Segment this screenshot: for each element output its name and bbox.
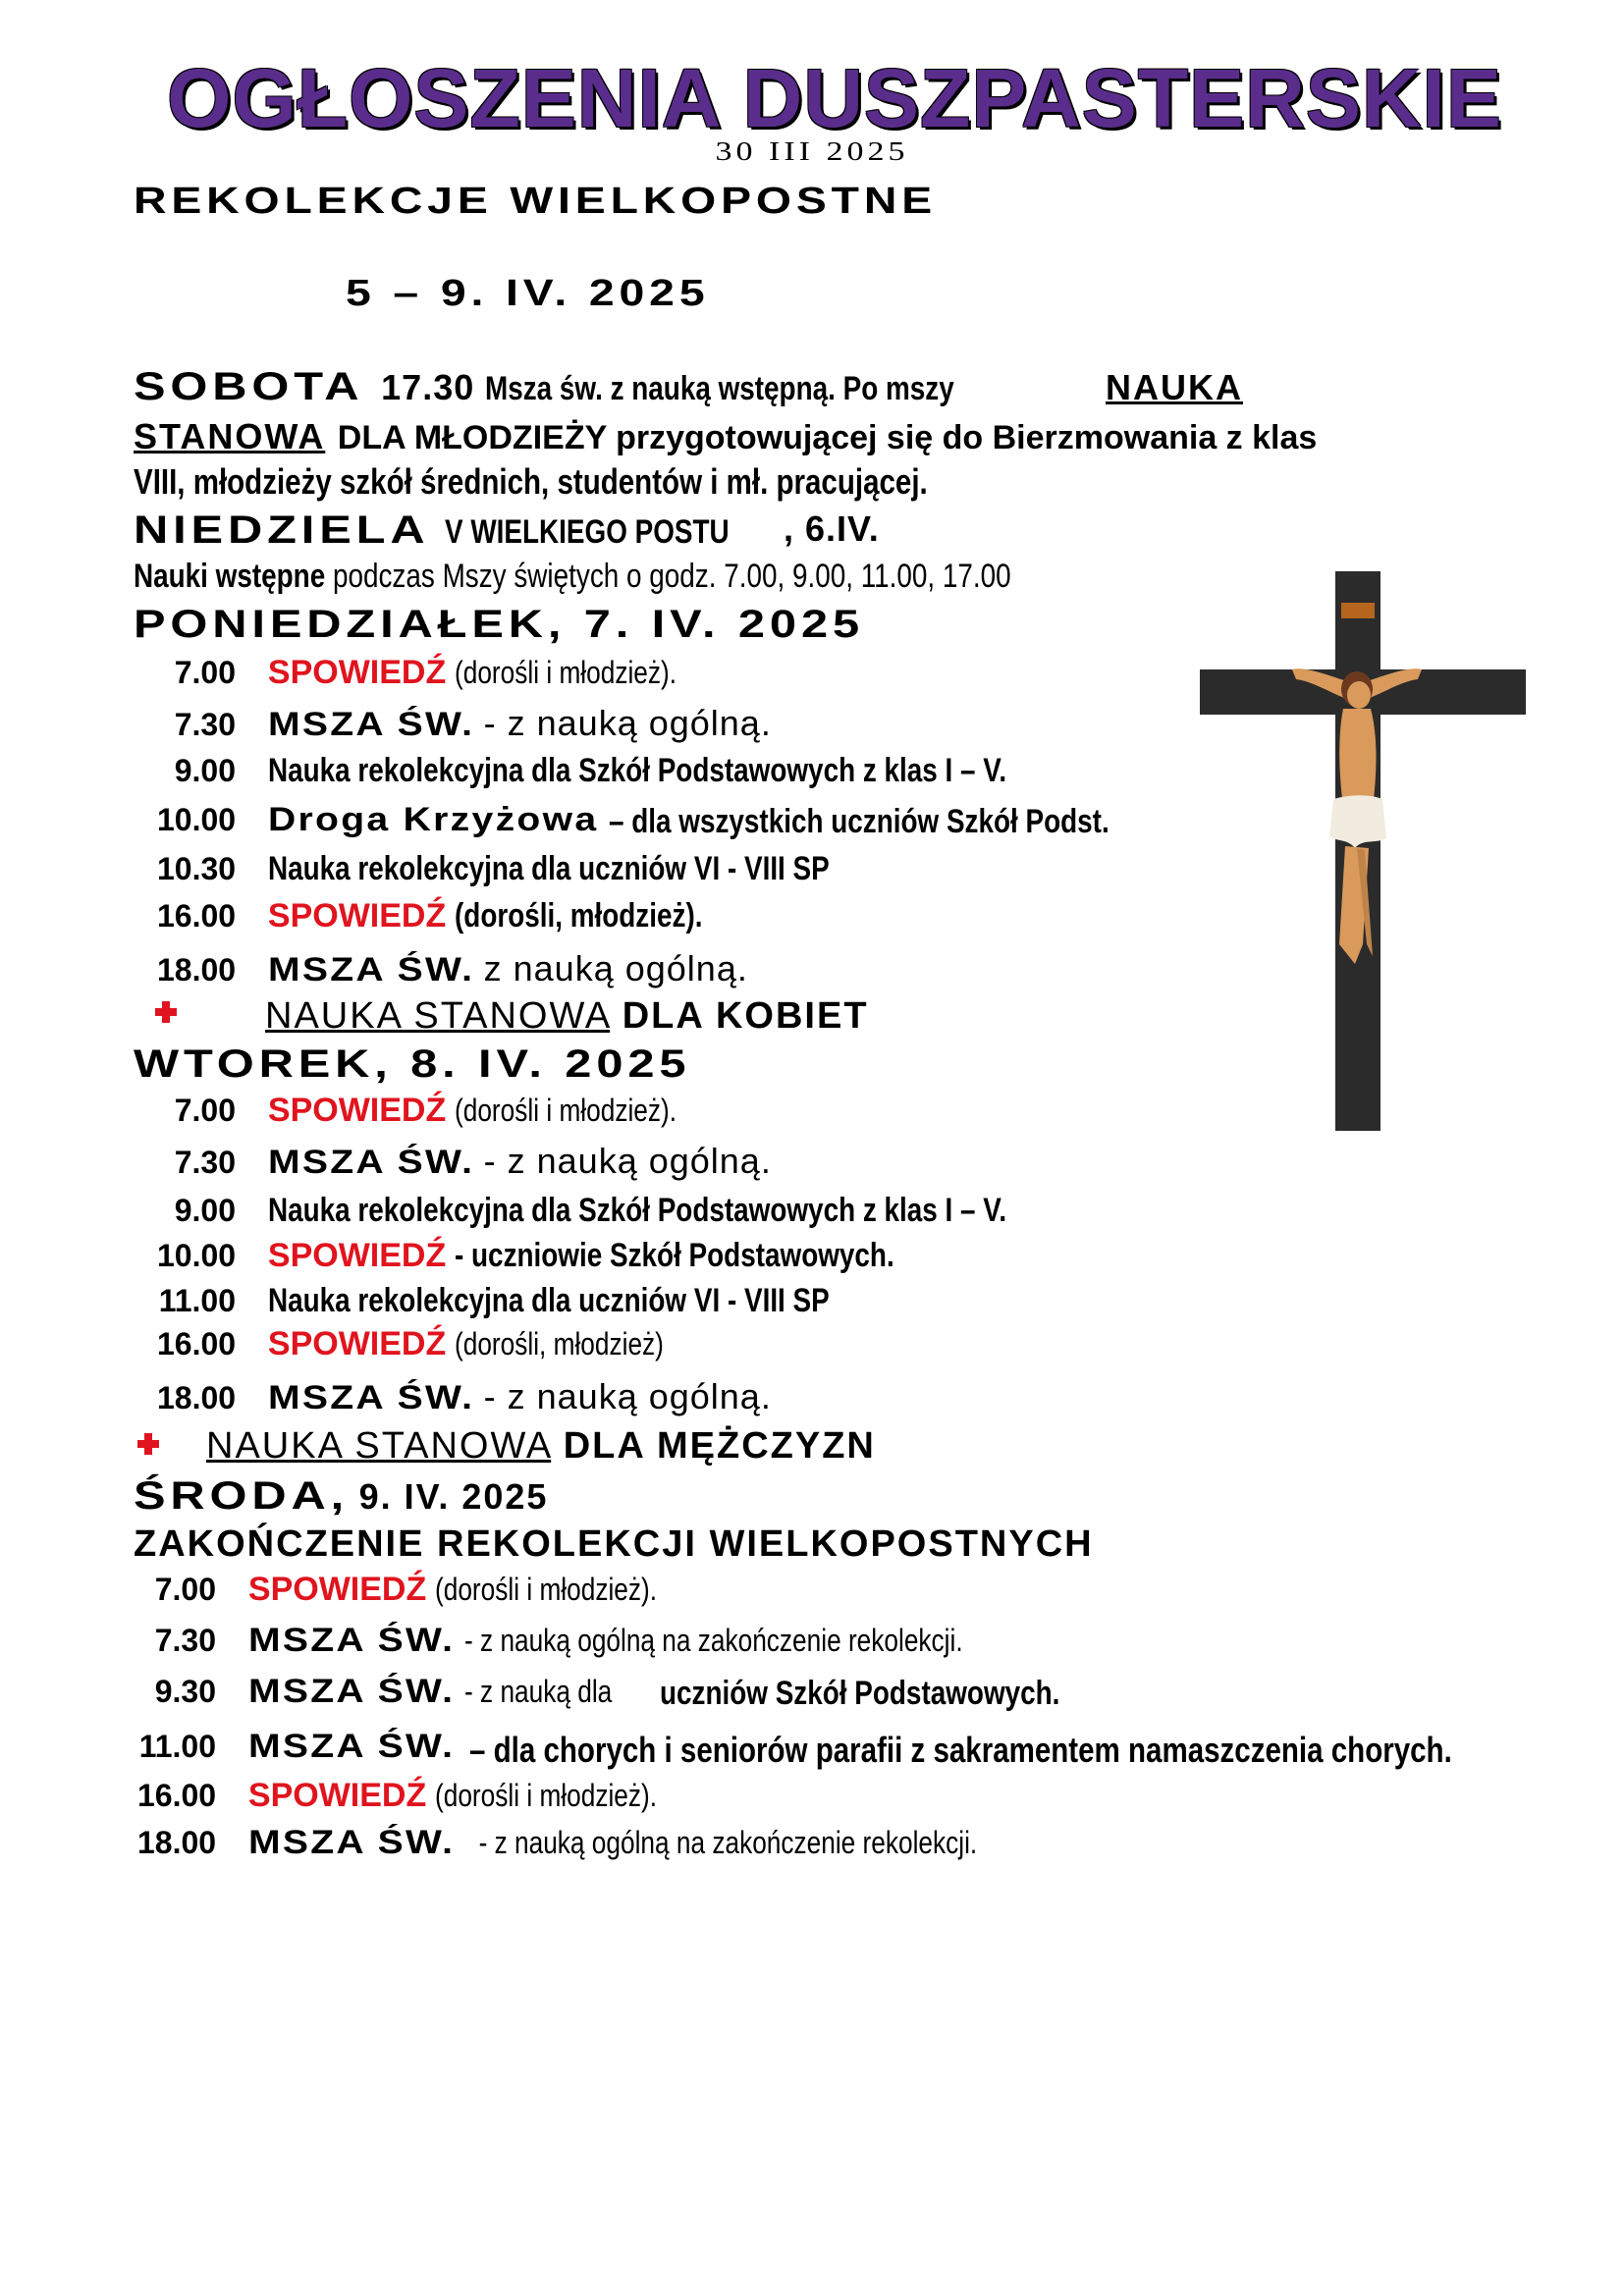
wt-label-1: SPOWIEDŹ <box>267 1092 447 1129</box>
pon-text-4: – dla wszystkich uczniów Szkół Podst. <box>609 803 1110 840</box>
pon-label-1: SPOWIEDŹ <box>267 654 447 691</box>
pon-text-2: - z nauką ogólną. <box>483 703 772 743</box>
sroda-heading: ŚRODA, <box>134 1474 350 1518</box>
sobota-nauka: NAUKA <box>1106 367 1243 407</box>
rekolekcje-dates: 5 – 9. IV. 2025 <box>346 273 710 314</box>
sobota-line-1 <box>134 365 1056 409</box>
nauki-wstepne-label: Nauki wstępne <box>134 558 326 595</box>
sr-label-2: MSZA ŚW. <box>247 1622 456 1659</box>
wt-row-7 <box>157 1376 772 1417</box>
sobota-text-1: Msza św. z nauką wstępną. Po mszy <box>484 370 954 407</box>
sr-row-4 <box>137 1728 456 1766</box>
red-cross-icon <box>153 999 179 1025</box>
sobota-line-2 <box>134 416 1317 457</box>
crucifix-image <box>1200 571 1534 1131</box>
wt-text-7: - z nauką ogólną. <box>483 1376 772 1416</box>
pon-text-7: z nauką ogólną. <box>483 948 748 988</box>
sr-text-1: (dorośli i młodzież). <box>435 1572 658 1607</box>
pon-text-6: (dorośli, młodzież). <box>455 897 703 934</box>
pon-stanowa-for: DLA KOBIET <box>622 995 869 1037</box>
wt-text-6: (dorośli, młodzież) <box>455 1326 665 1362</box>
wt-label-2: MSZA ŚW. <box>267 1144 475 1181</box>
niedziela-date: , 6.IV. <box>784 508 880 549</box>
wtorek-heading: WTOREK, 8. IV. 2025 <box>134 1042 691 1086</box>
wt-stanowa-label: NAUKA STANOWA <box>206 1425 552 1467</box>
pon-stanowa <box>265 995 869 1038</box>
wt-row-2 <box>157 1141 772 1182</box>
sr-time-3: 9.30 <box>154 1674 216 1709</box>
wt-text-4: - uczniowie Szkół Podstawowych. <box>455 1237 894 1274</box>
wt-time-1: 7.00 <box>174 1093 236 1128</box>
sr-row-3 <box>137 1673 644 1711</box>
sr-text-2: - z nauką ogólną na zakończenie rekolekcji. <box>463 1623 963 1658</box>
pon-row-1 <box>157 654 726 692</box>
pon-stanowa-label: NAUKA STANOWA <box>265 995 611 1037</box>
sr-row-2 <box>137 1622 1072 1660</box>
pon-text-1: (dorośli i młodzież). <box>455 655 677 690</box>
pon-label-2: MSZA ŚW. <box>267 706 475 743</box>
niedziela-nauki <box>134 558 1312 596</box>
pon-row-7 <box>157 948 748 989</box>
sr-row-5 <box>137 1777 706 1815</box>
niedziela-text: V WIELKIEGO POSTU <box>445 513 730 551</box>
wt-text-5: Nauka rekolekcyjna dla uczniów VI - VIII SP <box>267 1282 830 1319</box>
poniedzialek-heading: PONIEDZIAŁEK, 7. IV. 2025 <box>134 603 864 646</box>
sr-label-6: MSZA ŚW. <box>247 1824 456 1861</box>
sr-text-3a: - z nauką dla <box>463 1674 612 1709</box>
wt-time-6: 16.00 <box>157 1326 237 1362</box>
sroda-heading-line <box>134 1474 548 1519</box>
sroda-date: 9. IV. 2025 <box>358 1476 549 1517</box>
wt-time-5: 11.00 <box>158 1283 236 1318</box>
pon-time-7: 18.00 <box>157 952 237 988</box>
sobota-text-3: VIII, młodzieży szkół średnich, studentów i mł. pracującej. <box>134 461 928 502</box>
pon-stanowa-icon <box>153 999 179 1030</box>
sr-time-1: 7.00 <box>154 1572 216 1607</box>
wt-row-1 <box>157 1092 726 1130</box>
wt-label-7: MSZA ŚW. <box>267 1379 475 1416</box>
pon-label-4: Droga Krzyżowa <box>267 801 599 838</box>
pon-text-5: Nauka rekolekcyjna dla uczniów VI - VIII SP <box>267 850 830 887</box>
wt-row-4 <box>157 1237 991 1275</box>
sobota-time: 17.30 <box>381 367 475 407</box>
wt-time-2: 7.30 <box>174 1145 236 1180</box>
wt-text-2: - z nauką ogólną. <box>483 1141 772 1181</box>
pon-time-1: 7.00 <box>174 655 236 690</box>
pon-row-4 <box>157 801 599 839</box>
sr-row-1 <box>137 1571 706 1609</box>
wt-text-1: (dorośli i młodzież). <box>455 1093 677 1128</box>
pon-row-2 <box>157 703 772 744</box>
pon-row-3 <box>157 752 1168 790</box>
wt-row-6 <box>157 1325 710 1363</box>
page-title: OGŁOSZENIA DUSZPASTERSKIE <box>167 52 1502 144</box>
sr-label-4: MSZA ŚW. <box>247 1728 456 1765</box>
pon-time-4: 10.00 <box>157 802 237 837</box>
sroda-subheading: ZAKOŃCZENIE REKOLEKCJI WIELKOPOSTNYCH <box>134 1523 1094 1565</box>
niedziela-day: NIEDZIELA <box>134 508 430 552</box>
sr-text-3b: uczniów Szkół Podstawowych. <box>660 1675 1060 1712</box>
wt-stanowa-for: DLA MĘŻCZYZN <box>563 1425 876 1467</box>
pon-label-6: SPOWIEDŹ <box>267 897 447 934</box>
rekolekcje-heading: REKOLEKCJE WIELKOPOSTNE <box>134 181 938 222</box>
nauki-wstepne-text: podczas Mszy świętych o godz. 7.00, 9.00, 11.00, 17.00 <box>332 558 1011 595</box>
sr-label-1: SPOWIEDŹ <box>247 1571 427 1608</box>
sobota-day: SOBOTA <box>134 365 364 408</box>
red-cross-icon <box>135 1431 161 1457</box>
sobota-stanowa: STANOWA <box>134 416 326 456</box>
sobota-text-2: DLA MŁODZIEŻY przygotowującej się do Bierzmowania z klas <box>337 419 1318 456</box>
pon-label-7: MSZA ŚW. <box>267 951 475 988</box>
wt-label-4: SPOWIEDŹ <box>267 1237 447 1274</box>
pon-time-3: 9.00 <box>174 753 236 788</box>
wt-time-7: 18.00 <box>157 1380 237 1415</box>
pon-time-5: 10.30 <box>157 851 237 886</box>
announcement-date: 30 III 2025 <box>715 136 909 167</box>
wt-row-5 <box>157 1282 952 1320</box>
wt-time-3: 9.00 <box>174 1193 236 1228</box>
pon-row-6 <box>157 897 757 935</box>
sr-text-5: (dorośli i młodzież). <box>435 1778 658 1813</box>
wt-stanowa <box>206 1425 876 1468</box>
sr-label-3: MSZA ŚW. <box>247 1673 456 1710</box>
wt-text-3: Nauka rekolekcyjna dla Szkół Podstawowych z klas I – V. <box>267 1192 1006 1229</box>
pon-row-5 <box>157 850 952 888</box>
pon-text-3: Nauka rekolekcyjna dla Szkół Podstawowych z klas I – V. <box>267 752 1006 789</box>
niedziela-line <box>134 508 791 553</box>
wt-row-3 <box>157 1192 1168 1230</box>
sr-label-5: SPOWIEDŹ <box>247 1777 427 1814</box>
pon-time-6: 16.00 <box>157 898 237 934</box>
wt-stanowa-icon <box>135 1431 161 1462</box>
sr-text-6: - z nauką ogólną na zakończenie rekolekcji. <box>463 1825 977 1860</box>
sr-time-2: 7.30 <box>154 1623 216 1658</box>
sr-time-6: 18.00 <box>137 1825 217 1860</box>
pon-time-2: 7.30 <box>174 707 236 742</box>
sr-row-6 <box>137 1824 1089 1862</box>
sr-time-4: 11.00 <box>138 1729 216 1764</box>
wt-time-4: 10.00 <box>157 1238 237 1273</box>
sr-time-5: 16.00 <box>137 1778 217 1813</box>
wt-label-6: SPOWIEDŹ <box>267 1325 447 1362</box>
sr-text-4: – dla chorych i seniorów parafii z sakramentem namaszczenia chorych. <box>469 1730 1452 1770</box>
